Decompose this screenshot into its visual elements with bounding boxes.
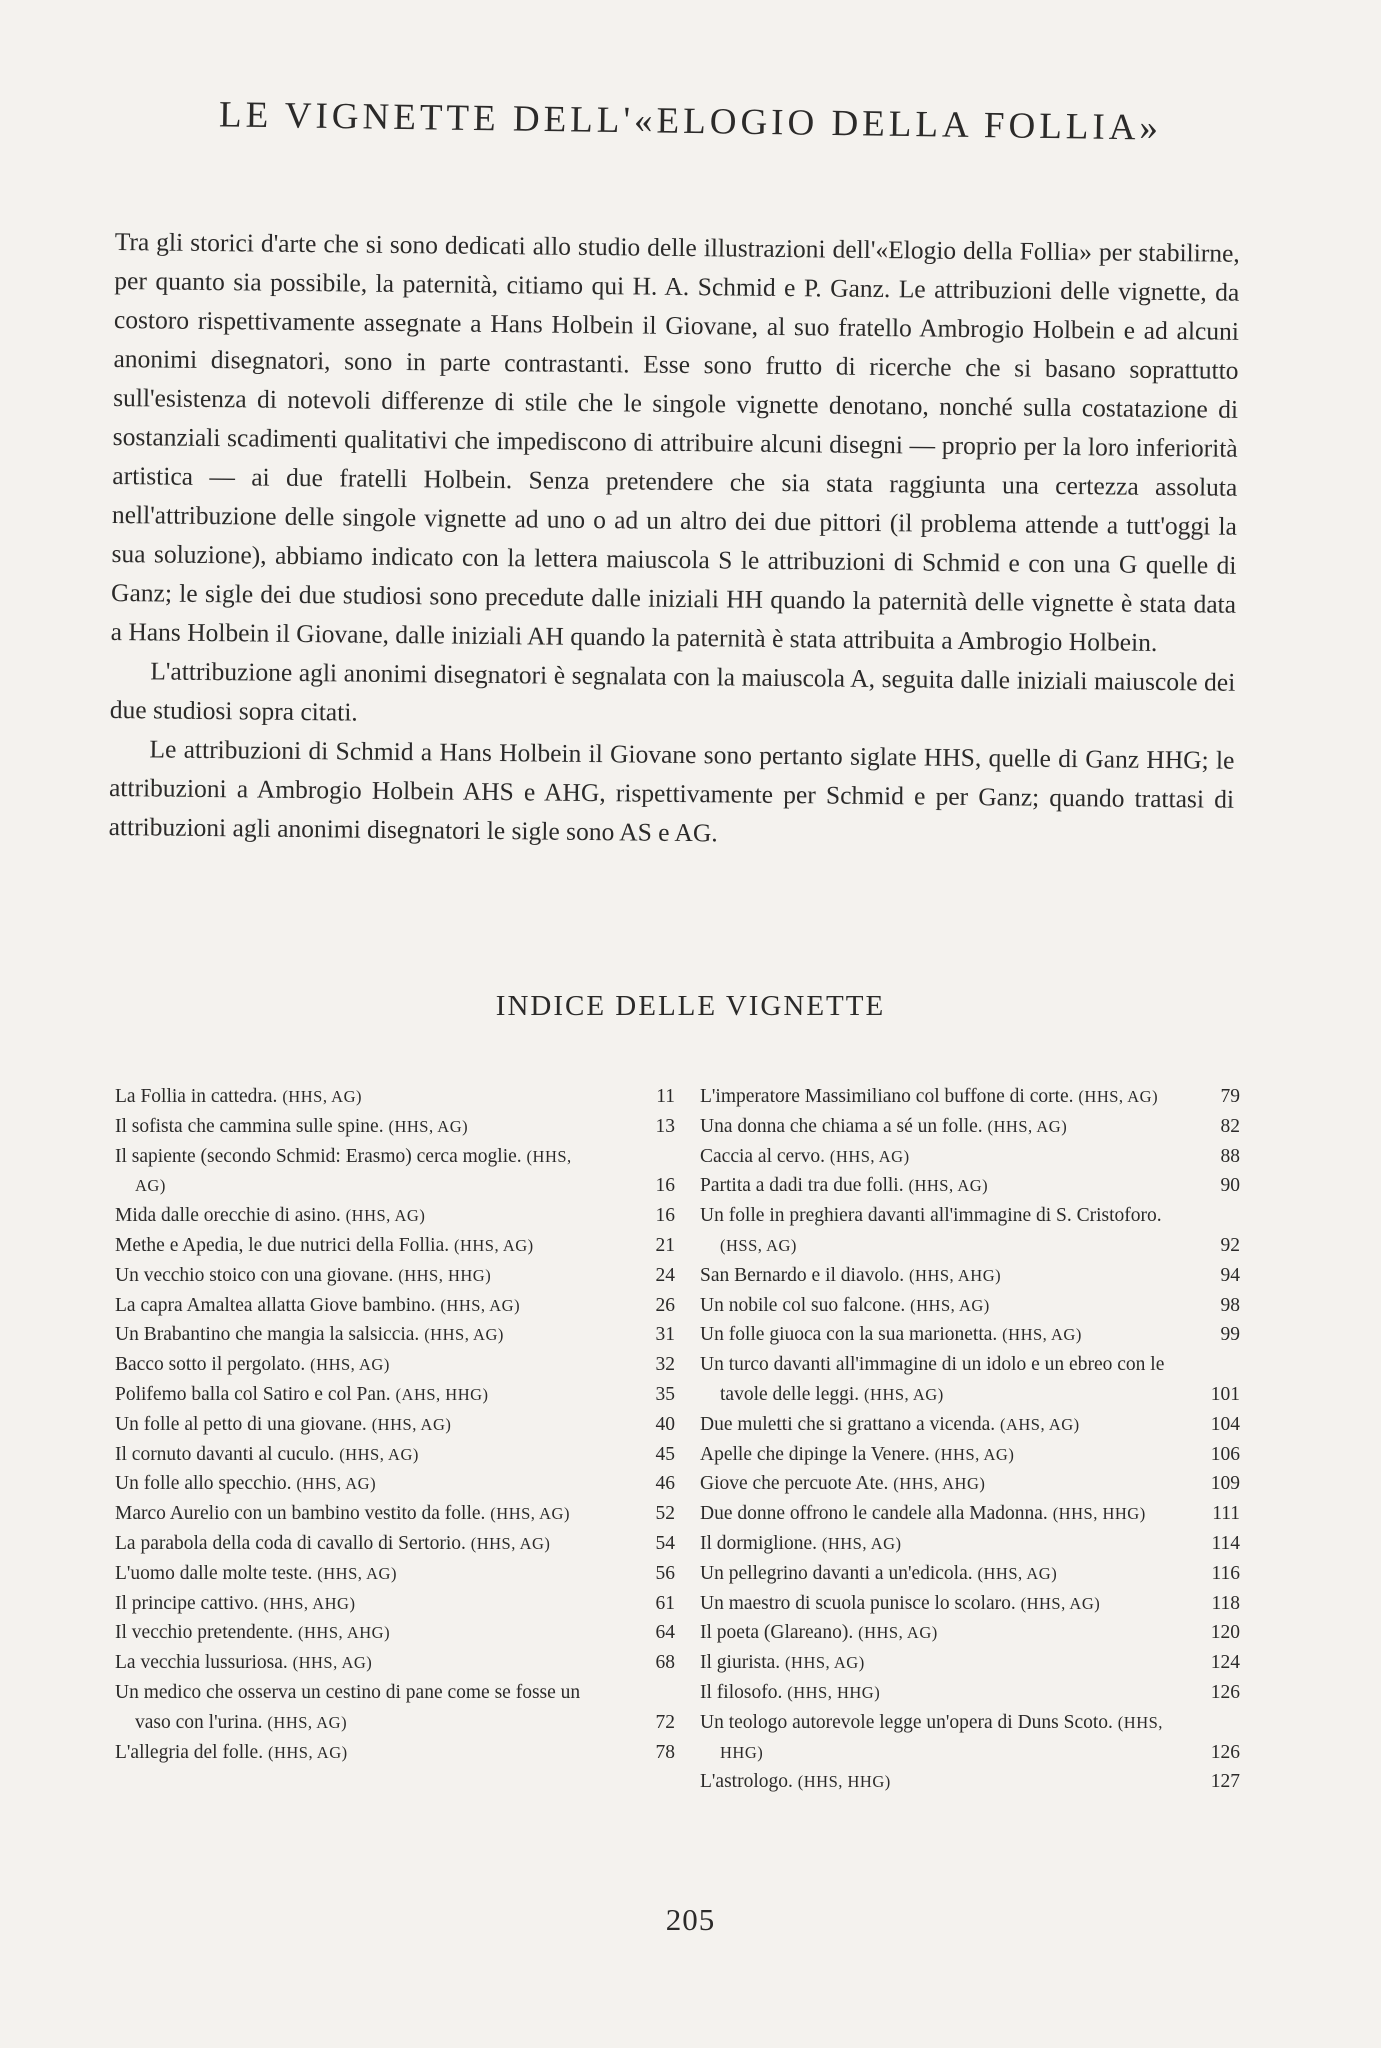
index-entry-attribution: (HHS, AG) [858,1623,938,1643]
index-entry-attribution: (HHS, AG) [1020,1593,1101,1613]
index-entry-page: 98 [1220,1294,1240,1316]
index-entry-line [700,1618,1170,1648]
index-entry-title: Marco Aurelio con un bambino vestito da folle. [115,1503,486,1525]
index-entry-line [115,1142,605,1202]
index-entry-page: 72 [655,1711,675,1733]
index-entry [115,1201,675,1231]
index-entry-line [115,1529,605,1559]
index-entry-attribution: (HHS, HHG) [787,1682,881,1702]
index-entry-title: Mida dalle orecchie di asino. [115,1205,341,1227]
index-entry [700,1440,1240,1470]
index-entry-line [115,1380,605,1410]
index-entry [115,1410,675,1440]
index-entry-attribution: (HHS, HHG) [398,1265,492,1285]
index-entry [115,1350,675,1380]
index-entry-attribution: (HHS, HHG) [1052,1504,1146,1524]
index-entry-page: 21 [655,1234,675,1256]
index-entry-title: Un maestro di scuola punisce lo scolaro. [700,1592,1016,1614]
index-entry-line [700,1291,1170,1321]
index-entry-line [115,1201,605,1231]
index-entry-page: 24 [655,1264,675,1286]
index-entry-title: Due muletti che si grattano a vicenda. [700,1413,996,1435]
index-entry [115,1231,675,1261]
index-entry [115,1589,675,1619]
index-entry-title: L'uomo dalle molte teste. [115,1562,313,1584]
index-entry-line [115,1648,605,1678]
index-entry-attribution: (HHS, AG) [934,1444,1015,1464]
index-entry-page: 45 [655,1443,675,1465]
index-entry-attribution: (HHS, AG) [267,1742,348,1762]
index-entry-line [115,1559,605,1589]
intro-paragraph: Le attribuzioni di Schmid a Hans Holbein il Giovane sono pertanto siglate HHS, quelle di Ganz HHG; le attribuzioni a Ambrogio Holbein AHS e AHG, rispettivamente per Schmid e per Ganz; quando trattasi di attribuzioni agli anonimi disegnatori le sigle sono AS e AG. [108,734,1235,848]
index-entry-page: 82 [1220,1115,1240,1137]
index-entry-line [115,1112,605,1142]
index-entry-line [115,1320,605,1350]
index-entry [115,1261,675,1291]
index-entry-title: Un folle allo specchio. [115,1473,292,1495]
index-title: INDICE DELLE VIGNETTE [495,990,886,1022]
index-entry [115,1738,675,1768]
index-entry-title: Il sofista che cammina sulle spine. [115,1115,384,1137]
index-entry-line [115,1082,605,1112]
index-entry-attribution: (HHS, AG) [345,1206,426,1226]
index-entry-attribution: (AHS, HHG) [395,1384,489,1404]
index-entry-title: Il sapiente (secondo Schmid: Erasmo) cerca moglie. [115,1145,522,1167]
index-entry-attribution: (HHS, AG) [440,1295,521,1315]
index-column-right [700,1082,1240,1797]
index-entry-line [700,1112,1170,1142]
index-entry-title: Un Brabantino che mangia la salsiccia. [115,1324,420,1346]
index-entry-page: 88 [1220,1145,1240,1167]
index-entry-attribution: (HHS, AG) [490,1504,570,1524]
index-entry-line [700,1559,1170,1589]
index-entry-page: 16 [655,1175,675,1197]
index-entry [700,1767,1240,1797]
index-entry [115,1142,675,1202]
index-entry-title: Un medico che osserva un cestino di pane come se fosse un vaso con l'urina. [115,1681,581,1733]
index-entry-page: 106 [1210,1443,1240,1465]
index-entry [700,1559,1240,1589]
index-entry-line [115,1589,605,1619]
index-entry-title: San Bernardo e il diavolo. [700,1264,905,1286]
index-entry-page: 116 [1211,1562,1240,1584]
index-entry-page: 120 [1210,1622,1240,1644]
index-entry-title: L'allegria del folle. [115,1741,264,1763]
index-entry [115,1291,675,1321]
index-entry [700,1529,1240,1559]
index-entry-page: 16 [655,1205,675,1227]
index-entry-title: Caccia al cervo. [700,1145,826,1167]
index-entry [700,1350,1240,1410]
index-entry-title: Polifemo balla col Satiro e col Pan. [115,1383,391,1405]
index-entry-attribution: (HHS, AG) [908,1176,989,1196]
index-entry-page: 46 [655,1473,675,1495]
index-entry-attribution: (HHS, AG) [453,1235,534,1255]
index-entry-title: Una donna che chiama a sé un folle. [700,1115,983,1137]
index-entry-line [700,1469,1170,1499]
index-entry-line [700,1440,1170,1470]
index-entry-page: 127 [1210,1771,1240,1793]
index-entry [115,1320,675,1350]
index-entry-line [700,1350,1170,1410]
index-entry-title: Il filosofo. [700,1681,783,1703]
intro-paragraph: Tra gli storici d'arte che si sono dedicati allo studio delle illustrazioni dell'«Elogio della Follia» per stabilirne, per quanto sia possibile, la paternità, citiamo qui H. A. Schmid e P. Ganz. Le attribuzioni delle vignette, da costoro rispettivamente assegnate a Hans Holbein il Giovane, al suo fratello Ambrogio Holbein e ad alcuni anonimi disegnatori, sono in parte contrastanti. Esse sono frutto di ricerche che si basano soprattutto sull'esistenza di notevoli differenze di stile che le singole vignette denotano, nonché sulla costatazione di sostanziali scadimenti qualitativi che impediscono di attribuire alcuni disegni — proprio per la loro inferiorità artistica — ai due fratelli Holbein. Senza pretendere che sia stata raggiunta una certezza assoluta nell'attribuzione delle singole vignette ad uno o ad un altro dei due pittori (il problema attende a tutt'oggi la sua soluzione), abbiamo indicato con la lettera maiuscola S le attribuzioni di Schmid e con una G quelle di Ganz; le sigle dei due studiosi sono precedute dalle iniziali HH quando la paternità delle vignette è stata data a Hans Holbein il Giovane, dalle iniziali AH quando la paternità è stata attribuita a Ambrogio Holbein. [110,226,1240,657]
index-entry-attribution: (AHS, AG) [999,1414,1080,1434]
index-entry [115,1112,675,1142]
index-entry [700,1618,1240,1648]
index-entry-title: Il cornuto davanti al cuculo. [115,1443,335,1465]
index-entry-title: Apelle che dipinge la Venere. [700,1443,930,1465]
index-entry-attribution: (HHS, AG) [267,1712,348,1732]
index-entry-attribution: (HHS, AG) [339,1444,419,1464]
index-entry-line [115,1291,605,1321]
index-entry-attribution: (HHS, AG) [292,1653,373,1673]
index-entry [700,1320,1240,1350]
index-entry-title: Un folle in preghiera davanti all'immagine di S. Cristoforo. [700,1205,1162,1227]
index-entry-line [700,1171,1170,1201]
index-entry-title: Partita a dadi tra due folli. [700,1175,904,1197]
index-entry [700,1261,1240,1291]
index-entry-page: 26 [655,1294,675,1316]
index-entry [700,1142,1240,1172]
index-entry [700,1291,1240,1321]
index-entry [115,1440,675,1470]
index-entry-title: Un nobile col suo falcone. [700,1294,906,1316]
index-entry [115,1559,675,1589]
index-entry [700,1678,1240,1708]
index-entry [700,1112,1240,1142]
index-entry-line [700,1320,1170,1350]
index-entry-title: Methe e Apedia, le due nutrici della Follia. [115,1234,450,1256]
page-title: LE VIGNETTE DELL'«ELOGIO DELLA FOLLIA» [218,94,1163,149]
index-entry-page: 52 [655,1503,675,1525]
index-entry-title: Un folle al petto di una giovane. [115,1413,367,1435]
index-entry [115,1082,675,1112]
index-entry-page: 99 [1220,1324,1240,1346]
index-entry-page: 56 [655,1562,675,1584]
index-entry-line [700,1499,1170,1529]
index-entry [700,1171,1240,1201]
index-entry-page: 78 [655,1741,675,1763]
index-entry-line [700,1589,1170,1619]
index-entry-page: 126 [1210,1681,1240,1703]
index-entry-attribution: (HHS, AG) [785,1653,865,1673]
index-entry-page: 104 [1210,1413,1240,1435]
index-entry-title: L'astrologo. [700,1771,793,1793]
index-entry-attribution: (HHS, AG) [310,1355,390,1375]
index-entry-attribution: (HHS, AHG) [263,1593,356,1613]
index-entry-line [700,1082,1170,1112]
index-entry-title: Il poeta (Glareano). [700,1622,854,1644]
index-entry-attribution: (HHS, AG) [424,1325,504,1345]
index-entry-page: 114 [1211,1532,1240,1554]
index-entry-attribution: (HHS, AG) [282,1087,362,1106]
index-entry-page: 40 [655,1413,675,1435]
index-entry-line [700,1261,1170,1291]
index-entry-line [700,1708,1170,1768]
index-entry-line [700,1767,1170,1797]
index-entry-page: 101 [1210,1383,1240,1405]
index-entry-attribution: (HHS, AG) [1078,1087,1159,1106]
index-entry-page: 92 [1220,1234,1240,1256]
index-entry [115,1499,675,1529]
index-entry [700,1648,1240,1678]
index-entry-page: 32 [655,1354,675,1376]
index-entry-title: La vecchia lussuriosa. [115,1652,288,1674]
index-entry [115,1678,675,1738]
index-entry-line [115,1231,605,1261]
index-entry-title: Il principe cattivo. [115,1592,259,1614]
index-entry-attribution: (HSS, AG) [720,1235,797,1255]
index-entry [115,1618,675,1648]
index-entry-line [700,1142,1170,1172]
index-entry-title: Un teologo autorevole legge un'opera di Duns Scoto. [700,1711,1113,1733]
intro-text [108,222,1239,858]
index-entry-attribution: (HHS, AG) [977,1563,1058,1583]
index-entry-page: 64 [655,1622,675,1644]
index-entry-attribution: (HHS, AG) [864,1384,944,1404]
index-entry-title: Due donne offrono le candele alla Madonna. [700,1503,1048,1525]
index-entry [115,1469,675,1499]
index-entry-title: Bacco sotto il pergolato. [115,1354,306,1376]
index-entry-title: Il vecchio pretendente. [115,1622,294,1644]
index-entry [700,1589,1240,1619]
index-entry-page: 124 [1210,1652,1240,1674]
index-entry-page: 61 [655,1592,675,1614]
index-entry [700,1708,1240,1768]
index-entry-page: 35 [655,1383,675,1405]
index-entry-title: Giove che percuote Ate. [700,1473,889,1495]
index-entry-attribution: (HHS, AG) [371,1414,452,1434]
index-entry-page: 54 [655,1532,675,1554]
index-entry-page: 118 [1211,1592,1240,1614]
index-entry-title: L'imperatore Massimiliano col buffone di corte. [700,1086,1074,1107]
index-entry-attribution: (HHS, AG) [987,1116,1068,1136]
index-entry-line [115,1350,605,1380]
index-entry-attribution: (HHS, AG) [317,1563,397,1583]
index-entry-line [115,1261,605,1291]
index-entry-attribution: (HHS, AG) [1002,1325,1082,1345]
index-entry-title: Un vecchio stoico con una giovane. [115,1264,394,1286]
index-entry-page: 13 [655,1115,675,1137]
index-entry [700,1082,1240,1112]
index-entry-page: 79 [1220,1086,1240,1107]
page-number: 205 [665,1902,716,1937]
index-entry-title: La Follia in cattedra. [115,1086,278,1107]
index-entry-line [700,1410,1170,1440]
index-entry-line [700,1648,1170,1678]
index-entry-attribution: (HHS, AG) [470,1533,551,1553]
index-entry [115,1380,675,1410]
index-entry-title: Il giurista. [700,1652,781,1674]
index-entry [115,1648,675,1678]
index-entry-attribution: (HHS, HHG) [720,1712,1163,1762]
index-entry [700,1499,1240,1529]
index-entry [115,1529,675,1559]
index-entry-line [115,1410,605,1440]
index-entry [700,1469,1240,1499]
index-entry-line [115,1738,605,1768]
index-entry-page: 31 [655,1324,675,1346]
index-entry-attribution: (HHS, HHG) [797,1772,891,1792]
index-entry-title: Un turco davanti all'immagine di un idolo e un ebreo con le tavole delle leggi. [700,1354,1165,1405]
index-entry-page: 111 [1212,1503,1240,1525]
index-entry-title: Un folle giuoca con la sua marionetta. [700,1324,998,1346]
index-entry-page: 126 [1210,1741,1240,1763]
index-entry-attribution: (HHS, AG) [388,1116,469,1136]
index-entry-title: Il dormiglione. [700,1532,817,1554]
index-entry-line [115,1440,605,1470]
index-entry-attribution: (HHS, AHG) [909,1265,1002,1285]
index-entry-line [115,1499,605,1529]
index-entry-attribution: (HHS, AHG) [298,1623,391,1643]
index-entry-attribution: (HHS, AG) [296,1474,377,1494]
index-entry-page: 94 [1220,1264,1240,1286]
index-entry-line [115,1469,605,1499]
index-entry-attribution: (HHS, AG) [821,1533,902,1553]
index-entry-line [115,1678,605,1738]
index-entry-page: 11 [656,1086,675,1107]
index-entry [700,1201,1240,1261]
index-entry-attribution: (HHS, AG) [910,1295,990,1315]
index-entry-line [115,1618,605,1648]
index-entry-line [700,1529,1170,1559]
index-entry-attribution: (HHS, AHG) [893,1474,986,1494]
index-entry-attribution: (HHS, AG) [829,1146,910,1166]
index-column-left [115,1082,675,1767]
index-entry-page: 109 [1210,1473,1240,1495]
index-entry-page: 68 [655,1652,675,1674]
index-entry-line [700,1201,1170,1261]
index-entry-page: 90 [1220,1175,1240,1197]
index-entry [700,1410,1240,1440]
index-entry-line [700,1678,1170,1708]
index-entry-attribution: (HHS, AG) [135,1146,572,1196]
index-entry-title: Un pellegrino davanti a un'edicola. [700,1562,973,1584]
intro-paragraph: L'attribuzione agli anonimi disegnatori è segnalata con la maiuscola A, seguita dalle iniziali maiuscole dei due studiosi sopra citati. [109,656,1236,727]
index-entry-title: La parabola della coda di cavallo di Sertorio. [115,1532,466,1554]
index-entry-title: La capra Amaltea allatta Giove bambino. [115,1294,436,1316]
